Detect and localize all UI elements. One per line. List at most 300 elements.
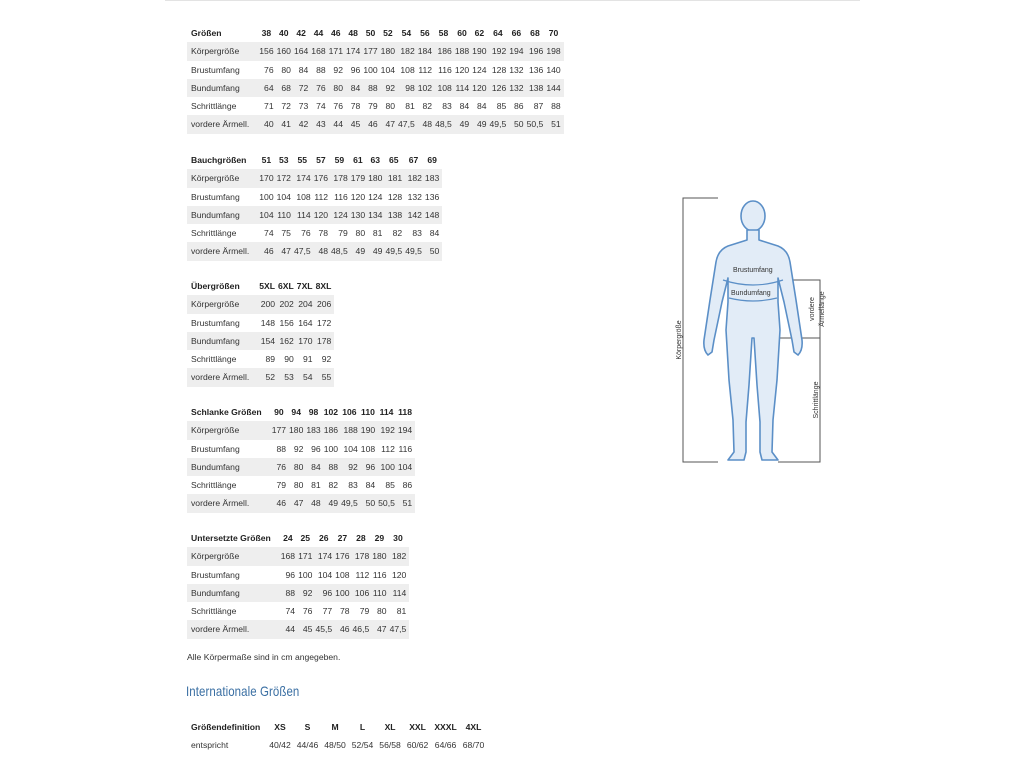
size-table-header-row bbox=[187, 529, 409, 547]
size-column-header: 42 bbox=[296, 28, 306, 38]
table-cell: 183 bbox=[306, 421, 323, 439]
table-cell: 194 bbox=[509, 42, 526, 60]
table-cell: 54 bbox=[297, 368, 316, 386]
table-cell: 64 bbox=[259, 79, 276, 97]
table-cell: 71 bbox=[264, 101, 274, 112]
table-cell: 188 bbox=[455, 42, 472, 60]
table-cell: 136 bbox=[424, 191, 440, 202]
table-cell: 190 bbox=[361, 421, 378, 439]
human-outline bbox=[704, 201, 802, 460]
table-cell: 112 bbox=[381, 443, 395, 454]
table-cell: 156 bbox=[259, 42, 276, 60]
table-cell: 44 bbox=[281, 620, 298, 638]
table-cell: 96 bbox=[350, 64, 361, 75]
table-cell: 183 bbox=[425, 169, 442, 187]
table-cell: 75 bbox=[281, 228, 291, 239]
row-label: Brustumfang bbox=[191, 443, 240, 454]
table-cell: 88 bbox=[276, 443, 287, 454]
table-cell: 108 bbox=[400, 64, 415, 75]
table-cell: 52 bbox=[259, 368, 278, 386]
table-cell: 132 bbox=[407, 191, 422, 202]
size-column-header: 27 bbox=[337, 533, 348, 543]
table-cell: 140 bbox=[546, 64, 561, 75]
size-column-header: 28 bbox=[356, 533, 366, 543]
table-cell: 124 bbox=[368, 191, 383, 202]
international-size-header: XL bbox=[384, 722, 396, 732]
table-cell: 181 bbox=[385, 169, 405, 187]
size-column-header: 63 bbox=[370, 155, 381, 165]
table-cell: 53 bbox=[278, 368, 297, 386]
table-cell: 104 bbox=[317, 569, 333, 580]
table-cell: 180 bbox=[368, 169, 385, 187]
table-cell: 162 bbox=[278, 332, 297, 350]
table-cell: 92 bbox=[298, 584, 315, 602]
table-cell: 178 bbox=[331, 169, 351, 187]
table-cell: 49 bbox=[455, 115, 472, 133]
table-cell: 48 bbox=[314, 242, 331, 260]
table-cell: 206 bbox=[316, 295, 335, 313]
table-cell: 84 bbox=[298, 64, 309, 75]
table-row bbox=[187, 79, 564, 97]
size-column-header: 40 bbox=[279, 28, 289, 38]
table-cell: 177 bbox=[272, 421, 289, 439]
size-column-header: 98 bbox=[308, 407, 319, 417]
size-column-header: 29 bbox=[374, 533, 385, 543]
measurements-note: Alle Körpermaße sind in cm angegeben. bbox=[187, 652, 341, 662]
table-cell: 80 bbox=[329, 79, 346, 97]
table-cell: 81 bbox=[372, 228, 383, 239]
table-cell: 176 bbox=[335, 547, 352, 565]
table-cell: 190 bbox=[472, 42, 489, 60]
table-row bbox=[187, 169, 442, 187]
table-cell: 106 bbox=[353, 584, 373, 602]
table-cell: 128 bbox=[387, 191, 403, 202]
size-table-header-row bbox=[187, 24, 564, 42]
size-column-header: 24 bbox=[283, 533, 293, 543]
table-cell: 40 bbox=[259, 115, 276, 133]
table-cell: 80 bbox=[355, 228, 366, 239]
table-cell: 100 bbox=[335, 584, 352, 602]
table-cell: 47 bbox=[277, 242, 294, 260]
international-size-header: S bbox=[304, 722, 311, 732]
table-cell: 180 bbox=[289, 421, 306, 439]
table-cell: 85 bbox=[496, 101, 507, 112]
table-row bbox=[187, 97, 564, 115]
table-cell: 174 bbox=[346, 42, 363, 60]
table-cell: 196 bbox=[527, 42, 547, 60]
body-figure-svg bbox=[678, 190, 828, 470]
row-label: Körpergröße bbox=[187, 547, 281, 565]
table-cell: 96 bbox=[361, 458, 378, 476]
table-cell: 110 bbox=[277, 206, 294, 224]
table-cell: 44 bbox=[329, 115, 346, 133]
table-cell: 108 bbox=[296, 191, 311, 202]
international-header-row bbox=[187, 718, 487, 736]
table-cell: 84 bbox=[429, 228, 440, 239]
table-cell: 110 bbox=[372, 584, 389, 602]
table-cell: 156 bbox=[279, 317, 294, 328]
table-cell: 43 bbox=[311, 115, 328, 133]
table-cell: 80 bbox=[293, 480, 304, 491]
table-cell: 74 bbox=[264, 228, 274, 239]
size-table bbox=[187, 529, 409, 639]
size-column-header: 68 bbox=[530, 28, 540, 38]
sleeve-label-line1: vordere bbox=[809, 297, 816, 321]
table-cell: 104 bbox=[343, 443, 358, 454]
table-cell: 76 bbox=[264, 64, 274, 75]
row-label: Schrittlänge bbox=[191, 228, 237, 239]
row-label: Schrittlänge bbox=[191, 480, 237, 491]
size-table bbox=[187, 403, 415, 513]
waist-label: Bundumfang bbox=[731, 290, 771, 297]
row-label: vordere Ärmell. bbox=[187, 242, 259, 260]
table-cell: 79 bbox=[338, 228, 348, 239]
size-column-header: 54 bbox=[401, 28, 412, 38]
table-cell: 142 bbox=[405, 206, 425, 224]
size-column-header: 65 bbox=[389, 155, 399, 165]
table-cell: 88 bbox=[363, 79, 380, 97]
table-row bbox=[187, 206, 442, 224]
table-cell: 84 bbox=[476, 101, 487, 112]
table-cell: 170 bbox=[297, 332, 316, 350]
size-column-header: 66 bbox=[511, 28, 522, 38]
size-column-header: 7XL bbox=[296, 281, 313, 291]
table-cell: 50 bbox=[361, 494, 378, 512]
table-cell: 114 bbox=[294, 206, 314, 224]
table-cell: 49 bbox=[324, 494, 341, 512]
table-cell: 96 bbox=[315, 584, 335, 602]
table-row bbox=[187, 547, 409, 565]
table-row bbox=[187, 314, 334, 332]
table-cell: 89 bbox=[265, 354, 276, 365]
table-cell: 48,5 bbox=[435, 115, 455, 133]
table-cell: 98 bbox=[398, 79, 418, 97]
table-cell: 84 bbox=[459, 101, 470, 112]
table-cell: 73 bbox=[298, 101, 309, 112]
table-cell: 49,5 bbox=[385, 242, 405, 260]
table-cell: 79 bbox=[276, 480, 287, 491]
row-label: Bundumfang bbox=[187, 584, 281, 602]
row-label: Körpergröße bbox=[187, 421, 272, 439]
table-row bbox=[187, 602, 409, 620]
size-column-header: 69 bbox=[427, 155, 437, 165]
table-cell: 78 bbox=[350, 101, 361, 112]
table-cell: 86 bbox=[514, 101, 524, 112]
table-cell: 120 bbox=[454, 64, 470, 75]
table-cell: 92 bbox=[381, 79, 398, 97]
size-column-header: 58 bbox=[438, 28, 449, 38]
table-cell: 46 bbox=[259, 242, 276, 260]
table-cell: 48 bbox=[306, 494, 323, 512]
size-column-header: 118 bbox=[398, 407, 412, 417]
table-row bbox=[187, 350, 334, 368]
table-cell: 102 bbox=[418, 79, 435, 97]
table-cell: 194 bbox=[398, 421, 415, 439]
international-cell: 56/58 bbox=[379, 740, 401, 751]
table-cell: 68 bbox=[277, 79, 294, 97]
table-cell: 88 bbox=[324, 458, 341, 476]
inseam-label: Schrittlänge bbox=[813, 381, 820, 419]
size-column-header: 114 bbox=[379, 407, 394, 417]
size-table-header-row bbox=[187, 403, 415, 421]
table-cell: 108 bbox=[335, 569, 350, 580]
size-table-title: Größen bbox=[191, 28, 222, 38]
table-cell: 92 bbox=[321, 354, 332, 365]
height-label: Körpergröße bbox=[676, 320, 683, 360]
table-cell: 200 bbox=[259, 295, 278, 313]
table-cell: 138 bbox=[385, 206, 405, 224]
size-column-header: 51 bbox=[261, 155, 272, 165]
table-cell: 192 bbox=[378, 421, 398, 439]
table-cell: 49 bbox=[351, 242, 368, 260]
table-cell: 74 bbox=[316, 101, 326, 112]
table-cell: 88 bbox=[281, 584, 298, 602]
table-cell: 108 bbox=[435, 79, 455, 97]
table-row bbox=[187, 458, 415, 476]
size-column-header: 62 bbox=[474, 28, 485, 38]
table-cell: 79 bbox=[368, 101, 378, 112]
size-column-header: 64 bbox=[493, 28, 503, 38]
table-row bbox=[187, 566, 409, 584]
row-label: Brustumfang bbox=[191, 569, 240, 580]
row-label: Bundumfang bbox=[187, 206, 259, 224]
table-cell: 77 bbox=[322, 606, 333, 617]
international-size-header: M bbox=[331, 722, 339, 732]
table-cell: 81 bbox=[405, 101, 415, 112]
size-column-header: 48 bbox=[348, 28, 358, 38]
size-table-header-row bbox=[187, 151, 442, 169]
table-cell: 48 bbox=[418, 115, 435, 133]
table-cell: 47,5 bbox=[294, 242, 314, 260]
table-cell: 91 bbox=[303, 354, 313, 365]
table-cell: 100 bbox=[363, 64, 378, 75]
table-cell: 80 bbox=[377, 606, 387, 617]
table-cell: 78 bbox=[339, 606, 350, 617]
table-cell: 72 bbox=[294, 79, 311, 97]
size-table-header-row bbox=[187, 277, 334, 295]
table-cell: 114 bbox=[455, 79, 472, 97]
table-row bbox=[187, 42, 564, 60]
table-cell: 46 bbox=[272, 494, 289, 512]
international-size-header: XXXL bbox=[434, 722, 457, 732]
size-column-header: 106 bbox=[342, 407, 357, 417]
table-cell: 116 bbox=[438, 64, 452, 75]
table-cell: 177 bbox=[363, 42, 380, 60]
international-cell: 40/42 bbox=[269, 740, 291, 751]
table-row bbox=[187, 620, 409, 638]
table-cell: 182 bbox=[398, 42, 418, 60]
table-cell: 50,5 bbox=[378, 494, 398, 512]
table-cell: 96 bbox=[285, 569, 296, 580]
table-cell: 120 bbox=[472, 79, 489, 97]
table-cell: 76 bbox=[302, 606, 313, 617]
size-column-header: 57 bbox=[316, 155, 326, 165]
table-cell: 46,5 bbox=[353, 620, 373, 638]
table-row bbox=[187, 368, 334, 386]
table-cell: 104 bbox=[380, 64, 396, 75]
table-cell: 88 bbox=[551, 101, 561, 112]
table-cell: 47,5 bbox=[398, 115, 418, 133]
table-cell: 174 bbox=[315, 547, 335, 565]
size-column-header: 55 bbox=[297, 155, 308, 165]
table-row bbox=[187, 61, 564, 79]
row-label: Schrittlänge bbox=[191, 354, 237, 365]
table-cell: 124 bbox=[331, 206, 351, 224]
table-cell: 50 bbox=[425, 242, 442, 260]
table-cell: 154 bbox=[259, 332, 278, 350]
international-sizes-table bbox=[187, 718, 487, 755]
table-cell: 81 bbox=[311, 480, 321, 491]
table-cell: 84 bbox=[346, 79, 363, 97]
size-table-title: Schlanke Größen bbox=[191, 407, 262, 417]
table-cell: 87 bbox=[533, 101, 544, 112]
table-cell: 82 bbox=[392, 228, 403, 239]
table-cell: 49 bbox=[368, 242, 385, 260]
table-cell: 47 bbox=[289, 494, 306, 512]
table-cell: 204 bbox=[297, 295, 316, 313]
size-column-header: 70 bbox=[548, 28, 559, 38]
table-cell: 112 bbox=[355, 569, 370, 580]
size-table-title: Untersetzte Größen bbox=[191, 533, 271, 543]
international-size-header: 4XL bbox=[465, 722, 482, 732]
table-cell: 49,5 bbox=[490, 115, 510, 133]
table-cell: 100 bbox=[298, 569, 313, 580]
table-cell: 134 bbox=[368, 206, 385, 224]
size-column-header: 6XL bbox=[278, 281, 294, 291]
international-row bbox=[187, 736, 487, 754]
table-cell: 114 bbox=[390, 584, 410, 602]
size-column-header: 50 bbox=[365, 28, 376, 38]
table-cell: 81 bbox=[396, 606, 407, 617]
table-cell: 120 bbox=[314, 206, 331, 224]
table-cell: 86 bbox=[402, 480, 413, 491]
row-label: Brustumfang bbox=[191, 191, 240, 202]
size-table bbox=[187, 24, 564, 134]
table-cell: 82 bbox=[328, 480, 339, 491]
table-row bbox=[187, 242, 442, 260]
size-column-header: 8XL bbox=[315, 281, 332, 291]
sleeve-label-line2: Ärmellänge bbox=[819, 291, 826, 327]
table-cell: 92 bbox=[293, 443, 304, 454]
table-cell: 92 bbox=[333, 64, 343, 75]
table-cell: 116 bbox=[334, 191, 348, 202]
table-cell: 55 bbox=[316, 368, 335, 386]
table-cell: 182 bbox=[405, 169, 425, 187]
table-row bbox=[187, 421, 415, 439]
size-column-header: 44 bbox=[313, 28, 324, 38]
table-cell: 126 bbox=[490, 79, 510, 97]
table-cell: 78 bbox=[318, 228, 329, 239]
table-cell: 164 bbox=[298, 317, 313, 328]
size-column-header: 52 bbox=[383, 28, 393, 38]
size-column-header: 38 bbox=[261, 28, 272, 38]
body-measurement-figure bbox=[678, 190, 828, 470]
row-label: vordere Ärmell. bbox=[187, 115, 259, 133]
table-row bbox=[187, 332, 334, 350]
table-cell: 76 bbox=[301, 228, 311, 239]
row-label: Körpergröße bbox=[187, 42, 259, 60]
size-column-header: 110 bbox=[361, 407, 375, 417]
size-column-header: 56 bbox=[420, 28, 430, 38]
table-cell: 138 bbox=[527, 79, 547, 97]
size-column-header: 67 bbox=[408, 155, 419, 165]
table-cell: 49 bbox=[472, 115, 489, 133]
row-label: Brustumfang bbox=[191, 317, 240, 328]
top-divider bbox=[165, 0, 860, 1]
international-cell: 44/46 bbox=[296, 740, 319, 751]
table-row bbox=[187, 494, 415, 512]
table-cell: 170 bbox=[259, 169, 276, 187]
size-column-header: 60 bbox=[457, 28, 467, 38]
row-label: Brustumfang bbox=[191, 64, 240, 75]
row-label: Bundumfang bbox=[187, 458, 272, 476]
table-cell: 46 bbox=[335, 620, 352, 638]
table-cell: 82 bbox=[422, 101, 433, 112]
row-label: Schrittlänge bbox=[191, 606, 237, 617]
table-cell: 164 bbox=[294, 42, 311, 60]
row-label: Körpergröße bbox=[187, 169, 259, 187]
table-cell: 128 bbox=[491, 64, 507, 75]
table-cell: 74 bbox=[285, 606, 296, 617]
table-cell: 188 bbox=[341, 421, 361, 439]
table-cell: 160 bbox=[277, 42, 294, 60]
table-row bbox=[187, 584, 409, 602]
table-cell: 148 bbox=[425, 206, 442, 224]
international-size-header: XS bbox=[274, 722, 286, 732]
table-cell: 108 bbox=[360, 443, 376, 454]
table-cell: 92 bbox=[341, 458, 361, 476]
table-cell: 47,5 bbox=[390, 620, 410, 638]
table-cell: 50,5 bbox=[527, 115, 547, 133]
table-cell: 112 bbox=[314, 191, 329, 202]
table-cell: 172 bbox=[316, 317, 332, 328]
table-cell: 104 bbox=[398, 458, 415, 476]
international-cell: 52/54 bbox=[351, 740, 374, 751]
table-cell: 42 bbox=[294, 115, 311, 133]
table-cell: 84 bbox=[306, 458, 323, 476]
row-label: vordere Ärmell. bbox=[187, 368, 259, 386]
table-row bbox=[187, 188, 442, 206]
table-cell: 50 bbox=[509, 115, 526, 133]
international-row-label: entspricht bbox=[191, 740, 229, 751]
table-cell: 104 bbox=[276, 191, 291, 202]
row-label: vordere Ärmell. bbox=[187, 494, 272, 512]
table-cell: 80 bbox=[385, 101, 396, 112]
table-cell: 51 bbox=[546, 115, 563, 133]
table-cell: 192 bbox=[490, 42, 510, 60]
table-cell: 132 bbox=[509, 64, 524, 75]
table-cell: 178 bbox=[353, 547, 373, 565]
size-table bbox=[187, 151, 442, 261]
international-cell: 48/50 bbox=[324, 740, 346, 751]
size-table bbox=[187, 277, 334, 387]
international-size-header: XXL bbox=[409, 722, 426, 732]
size-column-header: 59 bbox=[334, 155, 345, 165]
row-label: Bundumfang bbox=[187, 79, 259, 97]
size-column-header: 61 bbox=[353, 155, 363, 165]
table-row bbox=[187, 224, 442, 242]
table-cell: 120 bbox=[391, 569, 407, 580]
table-cell: 144 bbox=[546, 79, 563, 97]
table-cell: 88 bbox=[316, 64, 326, 75]
table-row bbox=[187, 295, 334, 313]
table-cell: 100 bbox=[323, 443, 339, 454]
table-cell: 45 bbox=[298, 620, 315, 638]
international-cell: 68/70 bbox=[462, 740, 485, 751]
size-column-header: 94 bbox=[291, 407, 301, 417]
table-cell: 168 bbox=[311, 42, 328, 60]
size-column-header: 102 bbox=[323, 407, 339, 417]
